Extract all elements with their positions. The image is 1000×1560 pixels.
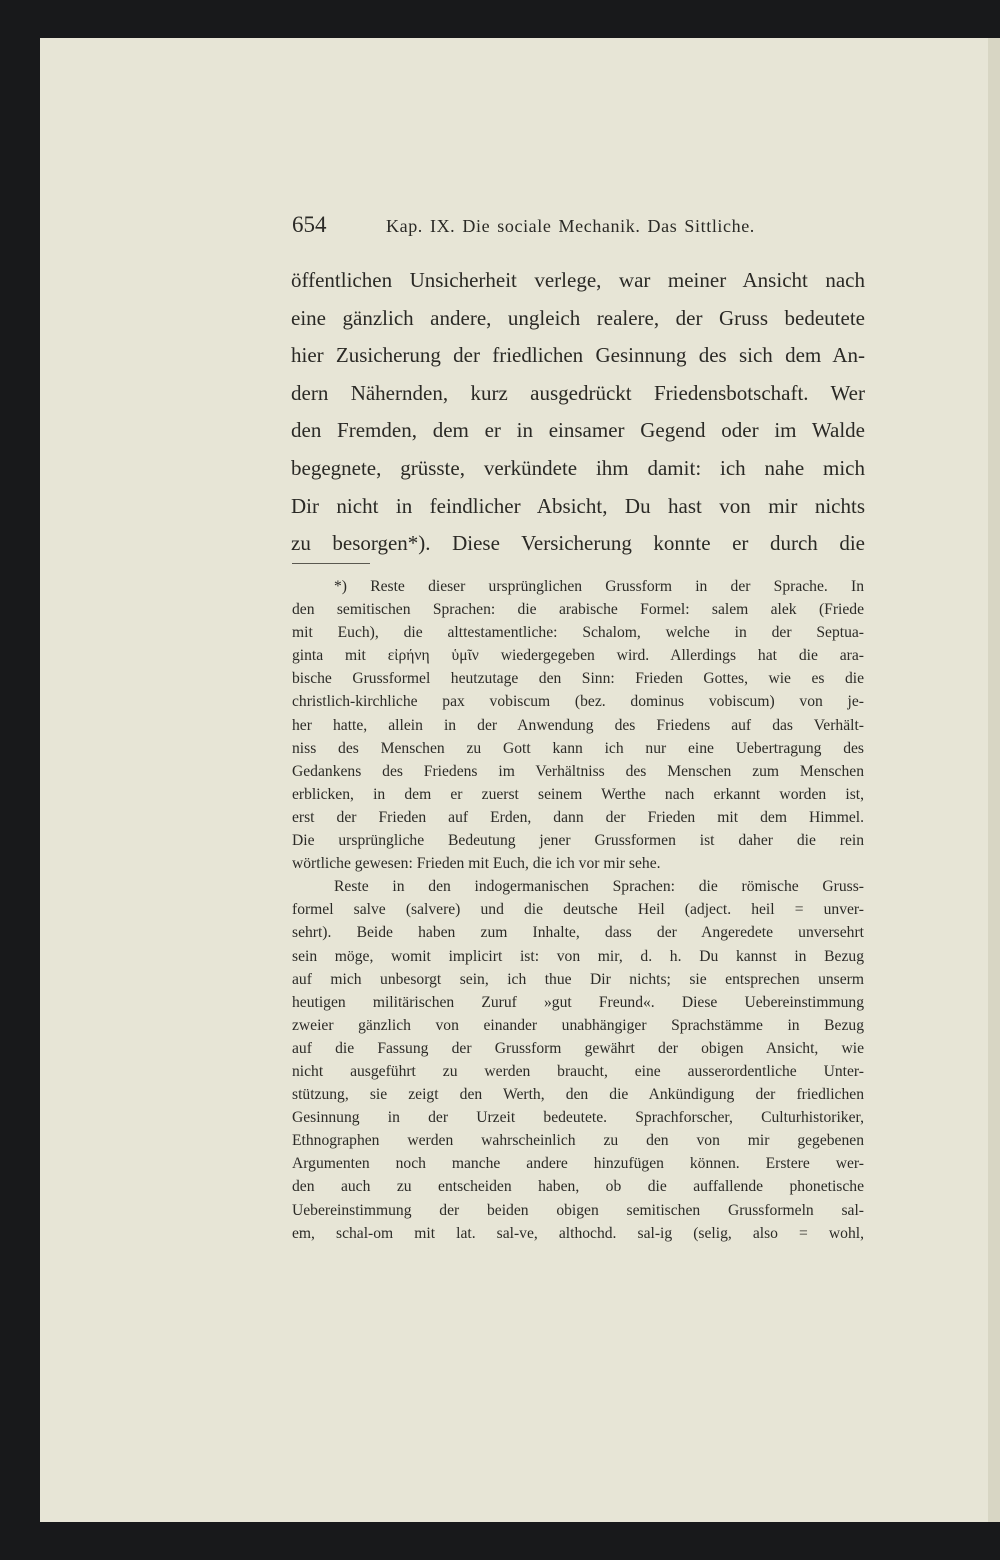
page-edge bbox=[988, 38, 1000, 1522]
footnote-line: bische Grussformel heutzutage den Sinn: Frieden Gottes, wie es die bbox=[292, 670, 864, 688]
footnote-paragraph-1 bbox=[292, 575, 864, 875]
footnote-line: den semitischen Sprachen: die arabische Formel: salem alek (Friede bbox=[292, 601, 864, 619]
footnote-line: nicht ausgeführt zu werden braucht, eine ausserordentliche Unter- bbox=[292, 1062, 864, 1080]
footnote-line: Uebereinstimmung der beiden obigen semitischen Grussformeln sal- bbox=[292, 1201, 864, 1219]
footnote-line: her hatte, allein in der Anwendung des Friedens auf das Verhält- bbox=[292, 716, 864, 734]
footnote-line: Ethnographen werden wahrscheinlich zu den von mir gegebenen bbox=[292, 1132, 864, 1150]
footnote-line: Reste in den indogermanischen Sprachen: die römische Gruss- bbox=[334, 878, 864, 896]
footnote-line: niss des Menschen zu Gott kann ich nur eine Uebertragung des bbox=[292, 739, 864, 757]
footnote-line: Gedankens des Friedens im Verhältniss des Menschen zum Menschen bbox=[292, 762, 864, 780]
footnote-line: erst der Frieden auf Erden, dann der Frieden mit dem Himmel. bbox=[292, 808, 864, 826]
footnote-line: auf die Fassung der Grussform gewährt der obigen Ansicht, wie bbox=[292, 1039, 864, 1057]
running-head bbox=[292, 210, 864, 246]
text-line: hier Zusicherung der friedlichen Gesinnung des sich dem An- bbox=[291, 343, 865, 368]
footnote-line: auf mich unbesorgt sein, ich thue Dir nichts; sie entsprechen unserm bbox=[292, 970, 864, 988]
text-line: Dir nicht in feindlicher Absicht, Du hast von mir nichts bbox=[291, 493, 865, 518]
text-line: öffentlichen Unsicherheit verlege, war meiner Ansicht nach bbox=[291, 268, 865, 292]
page-number: 654 bbox=[292, 212, 327, 237]
footnote-line: Gesinnung in der Urzeit bedeutete. Sprachforscher, Culturhistoriker, bbox=[292, 1109, 864, 1127]
footnote-line: sein möge, womit implicirt ist: von mir, d. h. Du kannst in Bezug bbox=[292, 947, 864, 965]
footnotes bbox=[292, 575, 864, 1245]
footnote-line: zweier gänzlich von einander unabhängiger Sprachstämme in Bezug bbox=[292, 1016, 864, 1034]
main-text bbox=[291, 262, 865, 563]
footnote-line: sehrt). Beide haben zum Inhalte, dass der Angeredete unversehrt bbox=[292, 924, 864, 942]
footnote-line: formel salve (salvere) und die deutsche Heil (adject. heil = unver- bbox=[292, 901, 864, 919]
footnote-line: Argumenten noch manche andere hinzufügen können. Erstere wer- bbox=[292, 1155, 864, 1173]
footnote-line: erblicken, in dem er zuerst seinem Werthe nach erkannt worden ist, bbox=[292, 785, 864, 803]
footnote-divider bbox=[292, 563, 370, 564]
footnote-line: christlich-kirchliche pax vobiscum (bez. dominus vobiscum) von je- bbox=[292, 693, 864, 711]
text-line: den Fremden, dem er in einsamer Gegend oder im Walde bbox=[291, 418, 865, 443]
footnote-line: wörtliche gewesen: Frieden mit Euch, die ich vor mir sehe. bbox=[292, 855, 661, 873]
footnote-line: ginta mit εἰρήνη ὑμῖν wiedergegeben wird. Allerdings hat die ara- bbox=[292, 647, 864, 665]
text-line: zu besorgen*). Diese Versicherung konnte er durch die bbox=[291, 531, 865, 556]
text-line: eine gänzlich andere, ungleich realere, der Gruss bedeutete bbox=[291, 305, 865, 330]
footnote-paragraph-2 bbox=[292, 875, 864, 1245]
text-line: begegnete, grüsste, verkündete ihm damit: ich nahe mich bbox=[291, 455, 865, 480]
footnote-line: Die ursprüngliche Bedeutung jener Grussformen ist daher die rein bbox=[292, 832, 864, 850]
chapter-heading: Kap. IX. Die sociale Mechanik. Das Sittliche. bbox=[386, 216, 755, 236]
footnote-line: em, schal-om mit lat. sal-ve, althochd. sal-ig (selig, also = wohl, bbox=[292, 1224, 864, 1242]
footnote-line: den auch zu entscheiden haben, ob die auffallende phonetische bbox=[292, 1178, 864, 1196]
footnote-line: *) Reste dieser ursprünglichen Grussform in der Sprache. In bbox=[334, 578, 864, 595]
footnote-line: mit Euch), die alttestamentliche: Schalom, welche in der Septua- bbox=[292, 624, 864, 642]
text-line: dern Nähernden, kurz ausgedrückt Friedensbotschaft. Wer bbox=[291, 380, 865, 405]
footnote-line: stützung, sie zeigt den Werth, den die Ankündigung der friedlichen bbox=[292, 1086, 864, 1104]
footnote-line: heutigen militärischen Zuruf »gut Freund«. Diese Uebereinstimmung bbox=[292, 993, 864, 1011]
